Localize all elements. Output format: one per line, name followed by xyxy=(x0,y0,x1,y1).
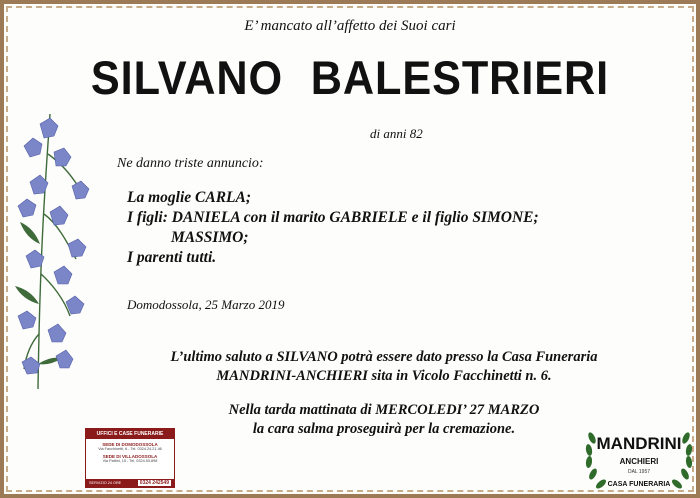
office1-title: SEDE DI DOMODOSSOLA xyxy=(102,442,158,447)
office2-address: Via Pattini, 15 - Tel. 0324.53.898 xyxy=(102,459,158,463)
office2-title: SEDE DI VILLADOSSOLA xyxy=(102,454,158,459)
logo-brand: MANDRINI xyxy=(596,434,682,453)
card-phone: 0324 242549 xyxy=(139,480,169,486)
logo-since: DAL 1957 xyxy=(627,469,651,475)
cremation-line: la cara salma proseguirà per la cremazione. xyxy=(252,421,516,437)
announce-line: Ne danno triste annuncio: xyxy=(117,156,264,171)
deceased-name xyxy=(32,51,669,104)
first-name: SILVANO xyxy=(90,51,284,104)
place-date: Domodossola, 25 Marzo 2019 xyxy=(127,297,285,312)
card-header: UFFICI E CASE FUNERARIE xyxy=(86,429,174,439)
family-line: I parenti tutti. xyxy=(127,249,217,266)
age-line: di anni 82 xyxy=(370,126,423,141)
family-line: I figli: DANIELA con il marito GABRIELE e il figlio SIMONE; xyxy=(127,209,539,226)
logo-subtitle: ANCHIERI xyxy=(619,457,659,466)
card-footer-tag: SERVIZIO 24 ORE xyxy=(89,481,122,485)
intro-line: E’ mancato all’affetto dei Suoi cari xyxy=(244,18,456,34)
farewell-line: MANDRINI-ANCHIERI sita in Vicolo Facchinetti n. 6. xyxy=(216,368,552,384)
card-footer xyxy=(86,479,174,487)
family-line: La moglie CARLA; xyxy=(127,189,251,206)
mandrini-logo xyxy=(584,424,694,498)
family-list xyxy=(127,188,539,268)
cremation-message xyxy=(124,401,644,439)
farewell-message xyxy=(124,348,644,386)
farewell-line: L’ultimo saluto a SILVANO potrà essere dato presso la Casa Funeraria xyxy=(170,349,598,365)
logo-kind: CASA FUNERARIA xyxy=(607,481,671,488)
office1-address: Via Facchinetti, 6 - Tel. 0324.24.21.46 xyxy=(98,447,162,451)
family-line: MASSIMO; xyxy=(171,229,249,246)
last-name: BALESTRIERI xyxy=(310,51,610,104)
cremation-line: Nella tarda mattinata di MERCOLEDI’ 27 MARZO xyxy=(228,402,540,418)
funeral-home-card xyxy=(85,428,175,488)
bellflower-decoration xyxy=(10,94,120,394)
